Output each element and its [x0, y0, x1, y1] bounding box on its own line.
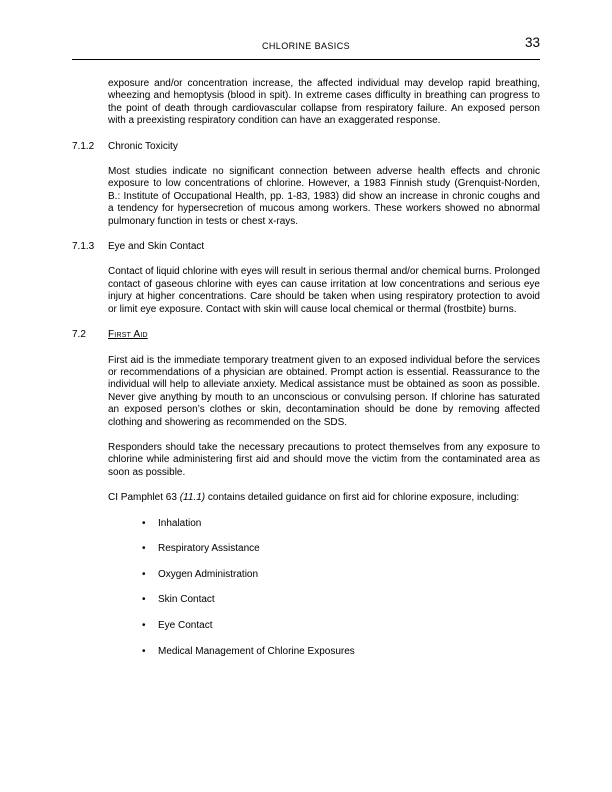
paragraph-eye-skin-contact: Contact of liquid chlorine with eyes will result in serious thermal and/or chemical burns. Prolonged contact of gaseous chlorine with eyes can cause irritation at low concentrations and serious eye injury at higher concentrations. Care should be taken when using respiratory protection to avoid or limit eye exposure. Contact with skin will cause local chemical or thermal (frostbite) burns.: [108, 266, 540, 315]
bullet-icon: •: [142, 543, 146, 555]
bullet-icon: •: [142, 594, 146, 606]
reference-suffix: contains detailed guidance on first aid for chlorine exposure, including:: [205, 492, 520, 504]
section-number: 7.1.2: [72, 140, 95, 152]
bullet-icon: •: [142, 619, 146, 631]
paragraph-first-aid-2: Responders should take the necessary precautions to protect themselves from any exposure to chlorine while administering first aid and should move the victim from the contaminated area as soon as possible.: [108, 441, 540, 478]
list-item: [142, 594, 540, 606]
list-item-label: Inhalation: [158, 517, 202, 529]
section-title: Eye and Skin Contact: [108, 241, 205, 253]
paragraph-chronic-toxicity: Most studies indicate no significant connection between adverse health effects and chronic exposure to low concentrations of chlorine. However, a 1983 Finnish study (Grenquist-Norden, B.: Institute of Occupational Health, pp. 1-83, 1983) did show an increase in chronic coughs and a tendency for hypersecretion of mucous among workers. These workers showed no abnormal pulmonary function in tests or chest x-rays.: [108, 166, 540, 227]
list-item-label: Medical Management of Chlorine Exposures: [158, 645, 355, 657]
list-item-label: Skin Contact: [158, 594, 215, 606]
section-number: 7.1.3: [72, 241, 95, 253]
first-aid-topic-list: [142, 518, 540, 658]
paragraph-first-aid-1: First aid is the immediate temporary treatment given to an exposed individual before the services or recommendations of a physician are obtained. Prompt action is essential. Reassurance to the individual will help to alleviate anxiety. Medical assistance must be obtained as soon as possible. Never give anything by mouth to an unconscious or convulsing person. If chlorine has saturated an exposed person’s clothes or skin, decontamination should be done by removing affected clothing and showering as recommended on the SDS.: [108, 354, 540, 428]
list-item-label: Eye Contact: [158, 619, 213, 631]
list-item: [142, 620, 540, 632]
list-item: [142, 646, 540, 658]
list-item: [142, 543, 540, 555]
section-number: 7.2: [72, 329, 86, 341]
list-item: [142, 569, 540, 581]
page-header-title: CHLORINE BASICS: [261, 41, 351, 51]
reference-pamphlet-section: (11.1): [179, 492, 206, 504]
section-heading-7-1-2: [72, 140, 540, 153]
bullet-icon: •: [142, 517, 146, 529]
bullet-icon: •: [142, 645, 146, 657]
list-item-label: Respiratory Assistance: [158, 543, 260, 555]
list-item: [142, 518, 540, 530]
bullet-icon: •: [142, 568, 146, 580]
section-title: First Aid: [108, 329, 148, 341]
continuation-paragraph: exposure and/or concentration increase, the affected individual may develop rapid breathing, wheezing and hemoptysis (blood in spit). In extreme cases difficulty in breathing can progress to the point of death through cardiovascular collapse from respiratory failure. An exposed person with a preexisting respiratory condition can have an exaggerated response.: [108, 78, 540, 127]
paragraph-pamphlet-reference: [108, 492, 540, 504]
reference-prefix: CI Pamphlet 63: [108, 492, 180, 504]
header-rule: [72, 59, 540, 60]
section-heading-7-2: [72, 329, 540, 341]
section-heading-7-1-3: [72, 241, 540, 253]
section-title: Chronic Toxicity: [108, 140, 178, 152]
page-body: [72, 78, 540, 671]
page-number: 33: [524, 35, 540, 50]
list-item-label: Oxygen Administration: [158, 568, 259, 580]
